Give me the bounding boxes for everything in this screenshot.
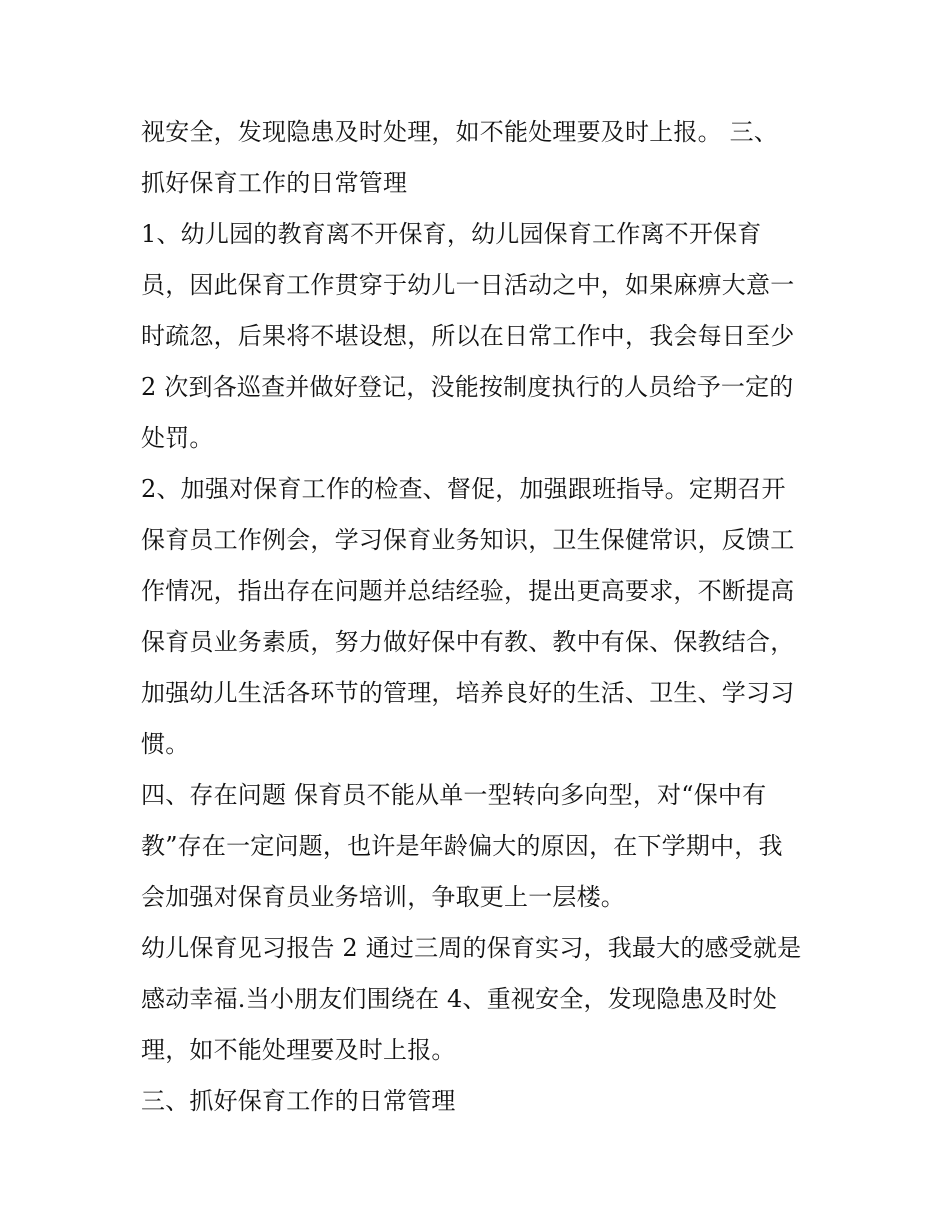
text-line: 感动幸福.当小朋友们围绕在 4、重视安全，发现隐患及时处 bbox=[141, 985, 778, 1013]
text-line: 四、存在问题 保育员不能从单一型转向多向型，对“保中有 bbox=[141, 781, 767, 809]
text-line: 加强幼儿生活各环节的管理，培养良好的生活、卫生、学习习 bbox=[141, 679, 795, 707]
text-line: 教”存在一定问题，也许是年龄偏大的原因，在下学期中，我 bbox=[141, 832, 783, 860]
text-line: 2、加强对保育工作的检查、督促，加强跟班指导。定期召开 bbox=[141, 475, 786, 503]
text-line: 会加强对保育员业务培训，争取更上一层楼。 bbox=[141, 883, 625, 911]
text-line: 时疏忽，后果将不堪设想，所以在日常工作中，我会每日至少 bbox=[141, 322, 795, 350]
text-line: 惯。 bbox=[141, 730, 190, 758]
text-line: 视安全，发现隐患及时处理，如不能处理要及时上报。 三、 bbox=[141, 118, 779, 146]
text-line: 作情况，指出存在问题并总结经验，提出更高要求，不断提高 bbox=[141, 577, 795, 605]
document-body bbox=[141, 107, 821, 1127]
text-line: 幼儿保育见习报告 2 通过三周的保育实习，我最大的感受就是 bbox=[141, 934, 802, 962]
text-line: 保育员工作例会，学习保育业务知识，卫生保健常识，反馈工 bbox=[141, 526, 795, 554]
text-line: 保育员业务素质，努力做好保中有教、教中有保、保教结合， bbox=[141, 628, 795, 656]
text-line: 员，因此保育工作贯穿于幼儿一日活动之中，如果麻痹大意一 bbox=[141, 271, 795, 299]
text-line: 理，如不能处理要及时上报。 bbox=[141, 1036, 456, 1064]
text-line: 三、抓好保育工作的日常管理 bbox=[141, 1087, 456, 1115]
text-line: 抓好保育工作的日常管理 bbox=[141, 169, 408, 197]
text-line: 2 次到各巡查并做好登记，没能按制度执行的人员给予一定的 bbox=[141, 373, 794, 401]
text-line: 1、幼儿园的教育离不开保育，幼儿园保育工作离不开保育 bbox=[141, 220, 762, 248]
text-line: 处罚。 bbox=[141, 424, 214, 452]
